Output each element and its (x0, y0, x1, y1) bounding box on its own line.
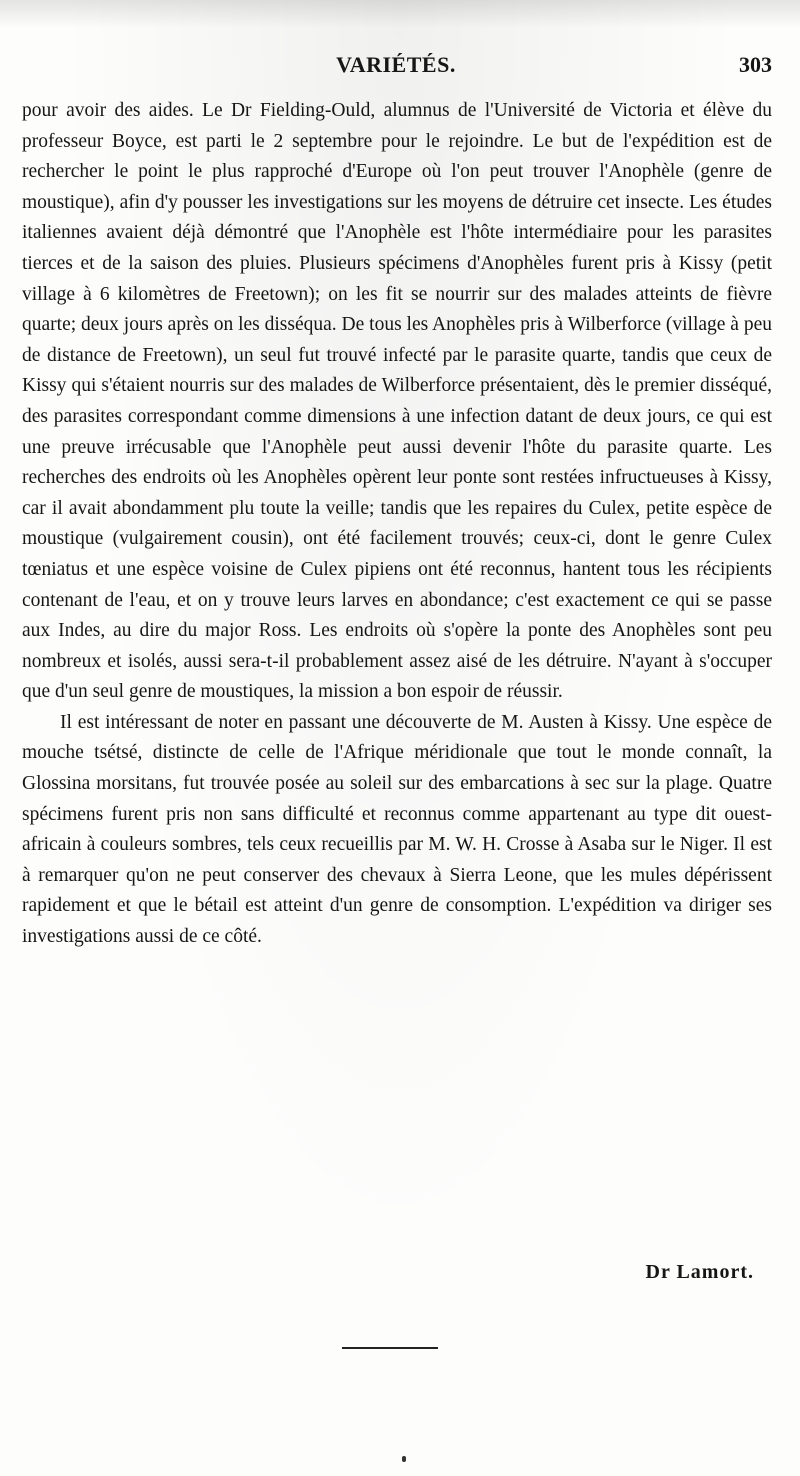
page-number: 303 (739, 52, 772, 77)
page-header (20, 52, 772, 88)
ink-speck (402, 1456, 406, 1462)
running-head: VARIÉTÉS. (336, 52, 456, 77)
end-rule (342, 1347, 438, 1349)
article-text (22, 96, 772, 953)
paragraph-continued: pour avoir des aides. Le Dr Fielding-Ould, alumnus de l'Université de Victoria et élève du professeur Boyce, est parti le 2 septembre pour le rejoindre. Le but de l'expédition est de rechercher le point le plus rapproché d'Europe où l'on peut trouver l'Anophèle (genre de moustique), afin d'y pousser les investigations sur les moyens de détruire cet insecte. Les études italiennes avaient déjà démontré que l'Anophèle est l'hôte intermédiaire pour les parasites tierces et de la saison des pluies. Plusieurs spécimens d'Anophèles furent pris à Kissy (petit village à 6 kilomètres de Freetown); on les fit se nourrir sur des malades atteints de fièvre quarte; deux jours après on les disséqua. De tous les Anophèles pris à Wilberforce (village à peu de distance de Freetown), un seul fut trouvé infecté par le parasite quarte, tandis que ceux de Kissy qui s'étaient nourris sur des malades de Wilberforce présentaient, dès le premier disséqué, des parasites correspondant comme dimensions à une infection datant de deux jours, ce qui est une preuve irrécusable que l'Anophèle peut aussi devenir l'hôte du parasite quarte. Les recherches des endroits où les Anophèles opèrent leur ponte sont restées infructueuses à Kissy, car il avait abondamment plu toute la veille; tandis que les repaires du Culex, petite espèce de moustique (vulgairement cousin), ont été facilement trouvés; ceux-ci, dont le genre Culex tœniatus et une espèce voisine de Culex pipiens ont été reconnus, hantent tous les récipients contenant de l'eau, et on y trouve leurs larves en abondance; c'est exactement ce qui se passe aux Indes, au dire du major Ross. Les endroits où s'opère la ponte des Anophèles sont peu nombreux et isolés, aussi sera-t-il probablement assez aisé de les détruire. N'ayant à s'occuper que d'un seul genre de moustiques, la mission a bon espoir de réussir. (22, 100, 772, 703)
author-signature: Dr Lamort. (645, 1261, 754, 1283)
page-shadow (0, 0, 800, 28)
paragraph-austen: Il est intéressant de noter en passant une découverte de M. Austen à Kissy. Une espèce de mouche tsétsé, distincte de celle de l'Afrique méridionale que tout le monde connaît, la Glossina morsitans, fut trouvée posée au soleil sur des embarcations à sec sur la plage. Quatre spécimens furent pris non sans difficulté et reconnus comme appartenant au type dit ouest-africain à couleurs sombres, tels ceux recueillis par M. W. H. Crosse à Asaba sur le Niger. Il est à remarquer qu'on ne peut conserver des chevaux à Sierra Leone, que les mules dépérissent rapidement et que le bétail est atteint d'un genre de consomption. L'expédition va diriger ses investigations aussi de ce côté. (22, 711, 772, 948)
